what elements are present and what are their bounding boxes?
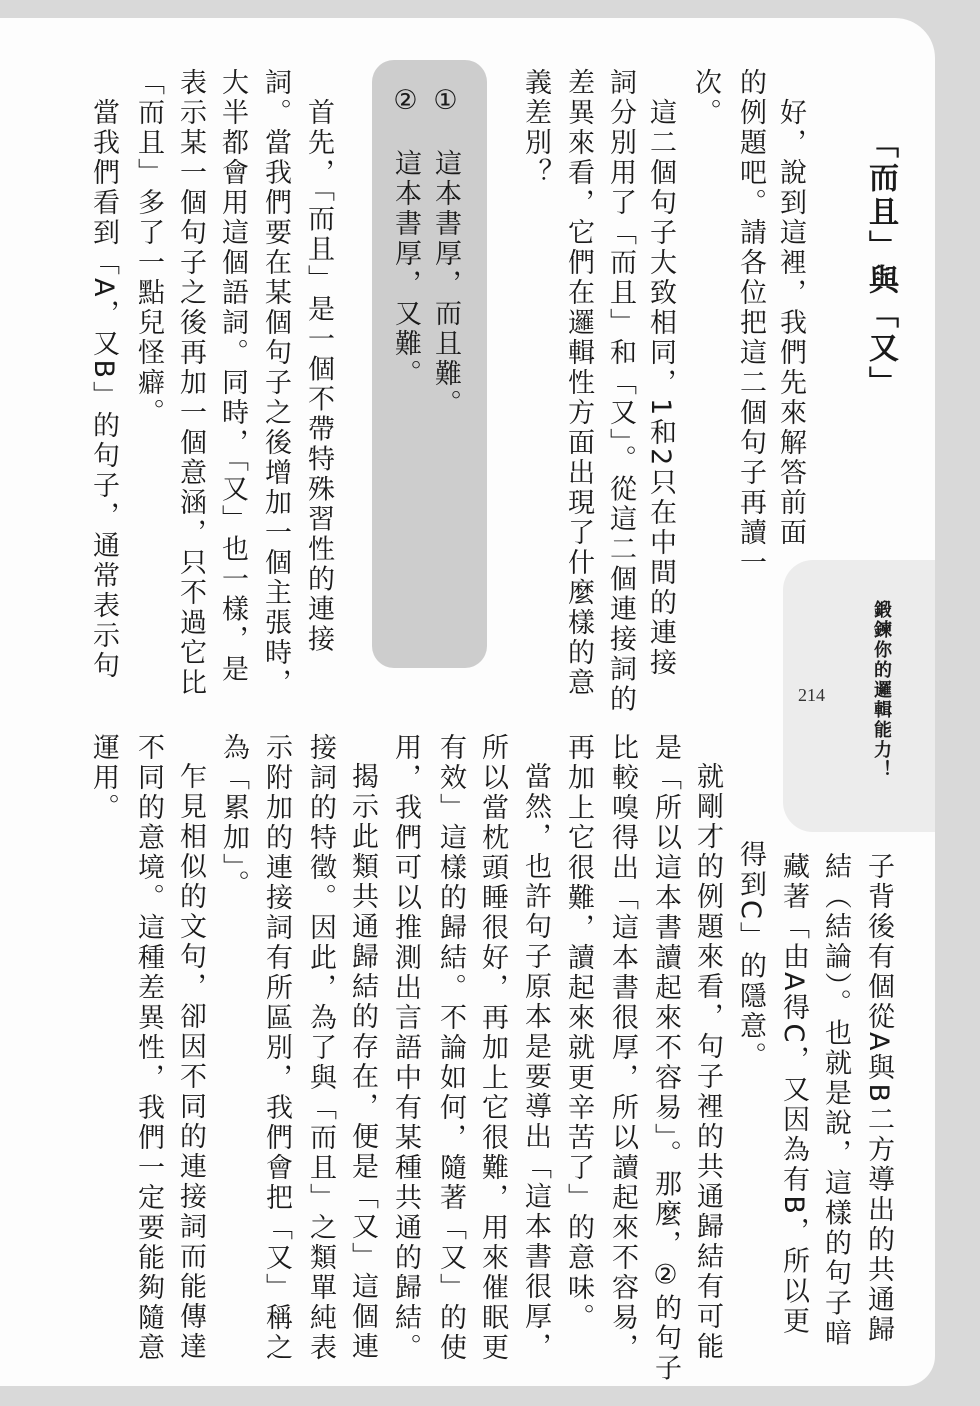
text-column: 運用。 [88, 733, 119, 823]
text-column: 乍見相似的文句，卻因不同的連接詞而能傳達 [175, 762, 206, 1362]
text-column: 義差別？ [520, 68, 551, 188]
text-column: 次。 [690, 68, 721, 128]
text-column: 差異來看，它們在邏輯性方面出現了什麼樣的意 [563, 68, 594, 698]
side-tab-title: 鍛鍊你的邏輯能力！ [871, 600, 892, 780]
text-column: 詞。當我們要在某個句子之後增加一個主張時， [260, 68, 291, 698]
text-column: 當然，也許句子原本是要導出「這本書很厚， [520, 762, 551, 1362]
text-column: 藏著「由A得C，又因為有B，所以更 [778, 852, 809, 1337]
text-column: 大半都會用這個語詞。同時，「又」也一樣，是 [217, 68, 248, 685]
text-column: 所以當枕頭睡很好，再加上它很難，用來催眠更 [477, 733, 508, 1363]
section-title: 「而且」與「又」 [863, 128, 898, 400]
text-column: 的例題吧。請各位把這二個句子再讀一 [735, 68, 766, 578]
page-number: 214 [798, 685, 825, 705]
text-column: 為「累加」。 [218, 733, 249, 900]
text-column: 比較嗅得出「這本書很厚，所以讀起來不容易， [607, 733, 638, 1363]
text-column: 「而且」多了一點兒怪癖。 [133, 68, 164, 428]
text-column: 這二個句子大致相同，1和2只在中間的連接 [645, 98, 676, 679]
text-column: 就剛才的例題來看，句子裡的共通歸結有可能 [692, 762, 723, 1362]
example-sentence-2: ② 這本書厚，又難。 [390, 85, 421, 389]
text-column: 首先，「而且」是一個不帶特殊習性的連接 [303, 98, 334, 655]
text-column: 示附加的連接詞有所區別，我們會把「又」稱之 [261, 733, 292, 1363]
text-column: 接詞的特徵。因此，為了與「而且」之類單純表 [305, 733, 336, 1363]
text-column: 表示某一個句子之後再加一個意涵，只不過它比 [175, 68, 206, 698]
text-column: 子背後有個從A與B二方導出的共通歸 [863, 852, 894, 1345]
text-column: 是「所以這本書讀起來不容易」。那麼，②的句子 [650, 733, 681, 1384]
text-column: 得到C」的隱意。 [735, 840, 766, 1072]
text-column: 再加上它很難，讀起來就更辛苦了」的意味。 [563, 733, 594, 1333]
text-column: 好，說到這裡，我們先來解答前面 [775, 98, 806, 548]
example-sentence-1: ① 這本書厚，而且難。 [430, 85, 461, 419]
text-column: 結（結論）。也就是說，這樣的句子暗 [820, 852, 851, 1349]
text-column: 揭示此類共通歸結的存在，便是「又」這個連 [347, 762, 378, 1362]
text-column: 有效」這樣的歸結。不論如何，隨著「又」的使 [435, 733, 466, 1363]
text-column: 不同的意境。這種差異性，我們一定要能夠隨意 [133, 733, 164, 1363]
text-column: 詞分別用了「而且」和「又」。從這二個連接詞的 [605, 68, 636, 715]
text-column: 當我們看到「A，又B」的句子，通常表示句 [88, 98, 119, 681]
text-column: 用，我們可以推測出言語中有某種共通的歸結。 [390, 733, 421, 1363]
